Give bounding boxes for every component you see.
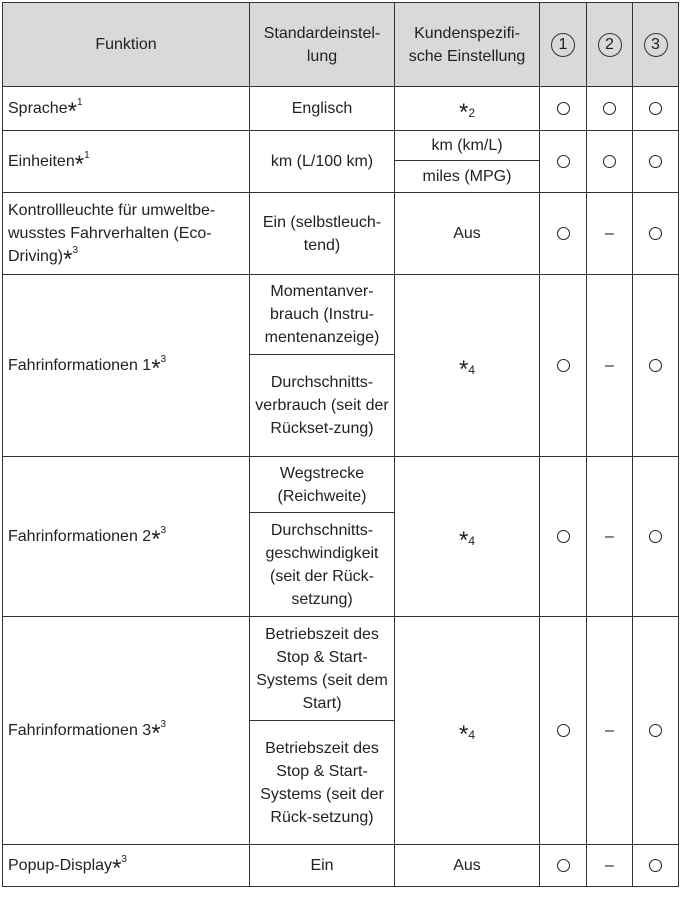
mark-col-2 xyxy=(587,131,633,193)
header-standardeinstellung: Standardeinstel-lung xyxy=(250,3,395,87)
custom-setting-cell xyxy=(395,617,540,845)
circled-1-icon: 1 xyxy=(551,33,575,57)
circle-mark-icon xyxy=(603,155,616,168)
dash-mark: – xyxy=(605,357,614,374)
footnote-ref: 4 xyxy=(468,728,476,742)
mark-col-3 xyxy=(633,131,679,193)
mark-col-3 xyxy=(633,457,679,617)
mark-col-2 xyxy=(587,193,633,275)
footnote-ref: 1 xyxy=(76,97,83,108)
custom-setting-cell: Aus xyxy=(395,845,540,887)
dash-mark: – xyxy=(605,225,614,242)
function-cell xyxy=(3,275,250,457)
function-label: Kontrollleuchte für umweltbe-wusstes Fahrverhalten (Eco-Driving) xyxy=(8,202,216,265)
mark-col-2 xyxy=(587,87,633,131)
default-value-cell: Betriebszeit des Stop & Start-Systems (seit der Rück-setzung) xyxy=(250,721,395,845)
dash-mark: – xyxy=(605,528,614,545)
default-value-cell: Betriebszeit des Stop & Start-Systems (seit dem Start) xyxy=(250,617,395,721)
default-value-cell: Ein xyxy=(250,845,395,887)
asterisk-icon: * xyxy=(151,355,161,382)
mark-col-2 xyxy=(587,617,633,845)
function-label: Fahrinformationen 1 xyxy=(8,357,152,374)
footnote-ref: 3 xyxy=(160,719,167,730)
default-value-cell: Durchschnitts-verbrauch (seit der Rückset-zung) xyxy=(250,355,395,457)
asterisk-icon: * xyxy=(67,98,77,125)
mark-col-2 xyxy=(587,845,633,887)
table-row xyxy=(3,275,679,355)
custom-setting-cell xyxy=(395,457,540,617)
asterisk-icon: * xyxy=(458,721,469,748)
circle-mark-icon xyxy=(557,530,570,543)
footnote-ref: 4 xyxy=(468,363,476,377)
table-row xyxy=(3,617,679,721)
mark-col-3 xyxy=(633,617,679,845)
table-row xyxy=(3,845,679,887)
default-value-cell: km (L/100 km) xyxy=(250,131,395,193)
default-value-cell: Ein (selbstleuch-tend) xyxy=(250,193,395,275)
footnote-ref: 2 xyxy=(468,106,476,120)
footnote-ref: 3 xyxy=(160,354,167,365)
circled-3-icon: 3 xyxy=(644,33,668,57)
asterisk-icon: * xyxy=(112,855,122,882)
circle-mark-icon xyxy=(649,227,662,240)
header-col-3 xyxy=(633,3,679,87)
table-row xyxy=(3,457,679,513)
footnote-ref: 1 xyxy=(84,150,90,161)
function-cell xyxy=(3,193,250,275)
custom-setting-cell xyxy=(395,87,540,131)
function-label: Sprache xyxy=(8,100,68,117)
footnote-ref: 4 xyxy=(468,534,476,548)
mark-col-3 xyxy=(633,193,679,275)
mark-col-1 xyxy=(540,131,587,193)
mark-col-1 xyxy=(540,193,587,275)
circle-mark-icon xyxy=(557,155,570,168)
asterisk-icon: * xyxy=(458,527,469,554)
mark-col-1 xyxy=(540,457,587,617)
header-row xyxy=(3,3,679,87)
circle-mark-icon xyxy=(649,155,662,168)
dash-mark: – xyxy=(605,722,614,739)
function-cell xyxy=(3,617,250,845)
footnote-ref: 3 xyxy=(72,245,79,256)
function-cell xyxy=(3,457,250,617)
mark-col-2 xyxy=(587,457,633,617)
custom-setting-cell: miles (MPG) xyxy=(395,161,540,193)
circled-2-icon: 2 xyxy=(598,33,622,57)
circle-mark-icon xyxy=(649,724,662,737)
default-value-cell: Durchschnitts-geschwindigkeit (seit der Rück-setzung) xyxy=(250,513,395,617)
header-col-2 xyxy=(587,3,633,87)
asterisk-icon: * xyxy=(151,720,161,747)
asterisk-icon: * xyxy=(458,356,469,383)
circle-mark-icon xyxy=(649,859,662,872)
footnote-ref: 3 xyxy=(121,854,127,865)
circle-mark-icon xyxy=(557,102,570,115)
function-cell xyxy=(3,131,250,193)
custom-setting-cell xyxy=(395,275,540,457)
mark-col-2 xyxy=(587,275,633,457)
settings-table xyxy=(2,2,679,887)
header-col-1 xyxy=(540,3,587,87)
custom-setting-cell: km (km/L) xyxy=(395,131,540,161)
mark-col-3 xyxy=(633,275,679,457)
header-funktion: Funktion xyxy=(3,3,250,87)
header-kundenspezifische-einstellung: Kundenspezifi-sche Einstellung xyxy=(395,3,540,87)
circle-mark-icon xyxy=(649,102,662,115)
mark-col-1 xyxy=(540,275,587,457)
circle-mark-icon xyxy=(649,530,662,543)
function-cell xyxy=(3,845,250,887)
circle-mark-icon xyxy=(603,102,616,115)
function-label: Einheiten xyxy=(8,153,75,170)
asterisk-icon: * xyxy=(63,246,73,273)
circle-mark-icon xyxy=(557,227,570,240)
table-row xyxy=(3,193,679,275)
table-row xyxy=(3,87,679,131)
mark-col-1 xyxy=(540,617,587,845)
function-label: Popup-Display xyxy=(8,857,113,874)
mark-col-3 xyxy=(633,87,679,131)
function-cell xyxy=(3,87,250,131)
mark-col-1 xyxy=(540,845,587,887)
circle-mark-icon xyxy=(649,359,662,372)
dash-mark: – xyxy=(605,857,614,874)
default-value-cell: Englisch xyxy=(250,87,395,131)
circle-mark-icon xyxy=(557,359,570,372)
table-row xyxy=(3,131,679,161)
function-label: Fahrinformationen 2 xyxy=(8,528,152,545)
default-value-cell: Wegstrecke (Reichweite) xyxy=(250,457,395,513)
function-label: Fahrinformationen 3 xyxy=(8,722,152,739)
circle-mark-icon xyxy=(557,724,570,737)
mark-col-3 xyxy=(633,845,679,887)
custom-setting-cell: Aus xyxy=(395,193,540,275)
mark-col-1 xyxy=(540,87,587,131)
circle-mark-icon xyxy=(557,859,570,872)
footnote-ref: 3 xyxy=(160,525,167,536)
asterisk-icon: * xyxy=(458,99,469,126)
default-value-cell: Momentanver-brauch (Instru-mentenanzeige) xyxy=(250,275,395,355)
asterisk-icon: * xyxy=(151,526,161,553)
asterisk-icon: * xyxy=(74,151,85,178)
